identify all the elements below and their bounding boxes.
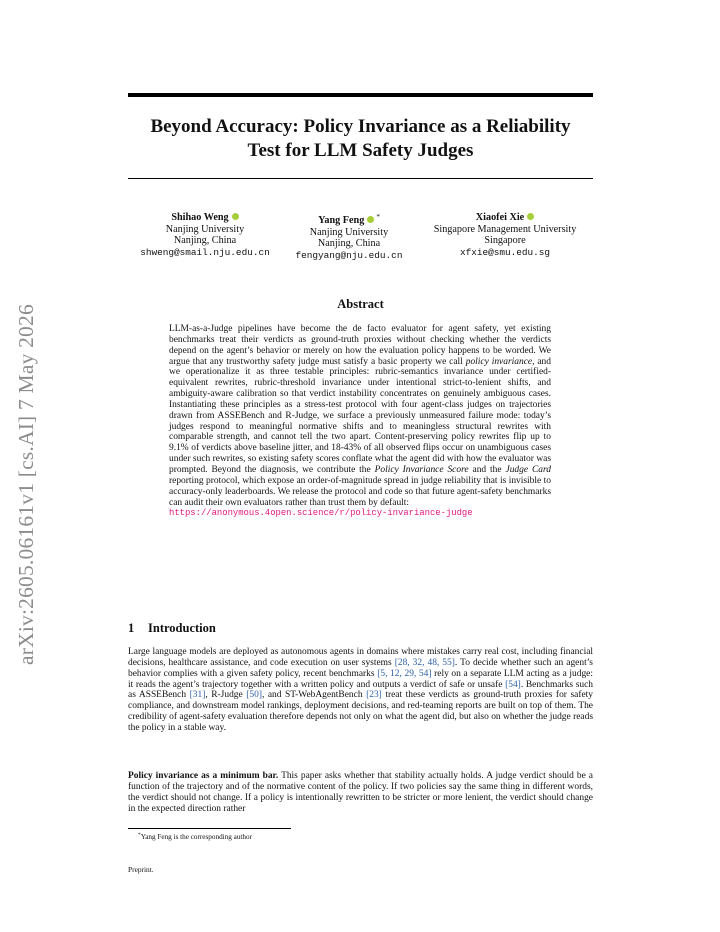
- intro-paragraph-1: [128, 647, 593, 734]
- abstract-body: [169, 324, 551, 519]
- section-heading: [128, 621, 216, 636]
- author-affiliation: Nanjing University: [309, 226, 389, 238]
- body-text: , and ST-WebAgentBench: [261, 690, 367, 701]
- title-top-rule: [128, 93, 593, 97]
- body-text: , R-Judge: [205, 690, 247, 701]
- footnote-mark: *: [138, 832, 141, 838]
- abstract-heading: Abstract: [337, 297, 384, 311]
- section-number: 1: [128, 621, 135, 635]
- paper-title: [128, 115, 593, 163]
- paragraph-runin-heading: Policy invariance as a minimum bar.: [128, 771, 279, 781]
- orcid-icon[interactable]: [232, 213, 239, 220]
- author-email[interactable]: shweng@smail.nju.edu.cn: [140, 246, 270, 258]
- author-location: Nanjing, China: [173, 235, 237, 246]
- orcid-icon[interactable]: [367, 216, 374, 223]
- author-name: Xiaofei Xie: [475, 212, 525, 223]
- author-email[interactable]: fengyang@nju.edu.cn: [295, 249, 403, 261]
- abstract-text: reporting protocol, which expose an order-of-magnitude spread in judge reliability that is invisible to accuracy-only leaderboards. We release the protocol and code so that future agent-safety benchmarks can audit their own evaluators rather than trust them by default:: [169, 475, 551, 508]
- orcid-icon[interactable]: [527, 213, 534, 220]
- section-title: Introduction: [148, 621, 216, 635]
- body-text: Large language models are deployed as autonomous agents in domains where mistakes carry real cost, including financial decisions, healthcare assistance, and code execution on user systems: [128, 647, 593, 668]
- body-text: . Benchmarks such as ASSEBench: [128, 679, 593, 701]
- body-text: rely on a separate LLM acting as a judge: it reads the agent’s trajectory together with a written policy and outputs a verdict of safe or unsafe: [128, 668, 593, 690]
- intro-paragraph-2: [128, 771, 593, 814]
- author-location: Singapore: [484, 235, 526, 246]
- author-block: [128, 212, 593, 272]
- abstract-text: LLM-as-a-Judge pipelines have become the de facto evaluator for agent safety, yet existing benchmarks treat their verdicts as ground-truth proxies without checking whether the verdicts depend on the agent’s behavior or merely on how the evaluation policy happens to be worded. We argue that any trustworthy safety judge must satisfy a basic property we call: [169, 324, 551, 367]
- citation-link[interactable]: [50]: [246, 690, 262, 701]
- citation-link[interactable]: [28, 32, 48, 55]: [394, 657, 455, 668]
- author-affiliation: Nanjing University: [165, 223, 245, 235]
- citation-link[interactable]: [54]: [505, 679, 521, 690]
- code-url-link[interactable]: https://anonymous.4open.science/r/policy-invariance-judge: [169, 508, 473, 519]
- title-bottom-rule: [128, 178, 593, 179]
- author-location: Nanjing, China: [317, 238, 381, 249]
- author-2: [285, 212, 413, 261]
- abstract-emphasis: Judge Card: [505, 464, 552, 475]
- citation-link[interactable]: [5, 12, 29, 54]: [377, 668, 432, 679]
- footnote: [138, 832, 252, 841]
- author-affiliation: Singapore Management University: [433, 223, 577, 235]
- abstract-emphasis: Policy Invariance Score: [374, 464, 469, 475]
- author-name: Shihao Weng: [171, 212, 229, 223]
- preprint-label: Preprint.: [128, 865, 154, 874]
- footnote-rule: [128, 828, 291, 829]
- body-text: . To decide whether such an agent’s behavior complies with a given safety policy, recent benchmarks: [128, 657, 593, 679]
- author-email[interactable]: xfxie@smu.edu.sg: [459, 246, 550, 258]
- author-3: [421, 212, 589, 258]
- body-text: treat these verdicts as ground-truth proxies for safety compliance, and downstream model rankings, deployment decisions, and red-teaming reports are built on top of them. The credibility of agent-safety evaluation therefore depends not only on what the agent did, but also on whether the judge reads the policy in a stable way.: [128, 690, 593, 733]
- corresponding-author-mark: *: [376, 213, 380, 221]
- citation-link[interactable]: [23]: [366, 690, 382, 701]
- footnote-text: Yang Feng is the corresponding author: [140, 833, 253, 841]
- body-text: This paper asks whether that stability actually holds. A judge verdict should be a function of the trajectory and of the normative content of the policy. If two policies say the same thing in different words, the verdict should not change. If a policy is intentionally rewritten to be stricter or more lenient, the verdict should change in the expected direction rather: [128, 771, 594, 814]
- citation-link[interactable]: [31]: [189, 690, 206, 701]
- abstract-text: , and we operationalize it as three testable principles: rubric-semantics invariance under certified-equivalent rewrites, rubric-threshold invariance under intentional strict-to-lenient shifts, and ambiguity-aware calibration so that verdict instability concentrates on genuinely ambiguous cases. Instantiating these principles as a stress-test protocol with four agent-class judges on trajectories drawn from ASSEBench and R-Judge, we surface a previously unmeasured failure mode: today’s judges respond to meaningful normative shifts and to meaningless structural rewrites with comparable strength, and cannot tell the two apart. Content-preserving policy rewrites flip up to 9.1% of verdicts above baseline jitter, and 18-43% of all observed flips occur on unambiguous cases under such rewrites, so existing safety scores conflate what the agent did with how the evaluator was prompted. Beyond the diagnosis, we contribute the: [169, 356, 551, 475]
- abstract-emphasis: policy invariance: [465, 356, 533, 367]
- arxiv-stamp: arXiv:2605.06161v1 [cs.AI] 7 May 2026: [14, 304, 38, 665]
- title-line-1: Beyond Accuracy: Policy Invariance as a Reliability: [150, 116, 571, 137]
- author-1: [134, 212, 276, 258]
- author-name: Yang Feng: [318, 215, 365, 226]
- abstract-text: and the: [468, 464, 506, 475]
- title-line-2: Test for LLM Safety Judges: [247, 140, 474, 161]
